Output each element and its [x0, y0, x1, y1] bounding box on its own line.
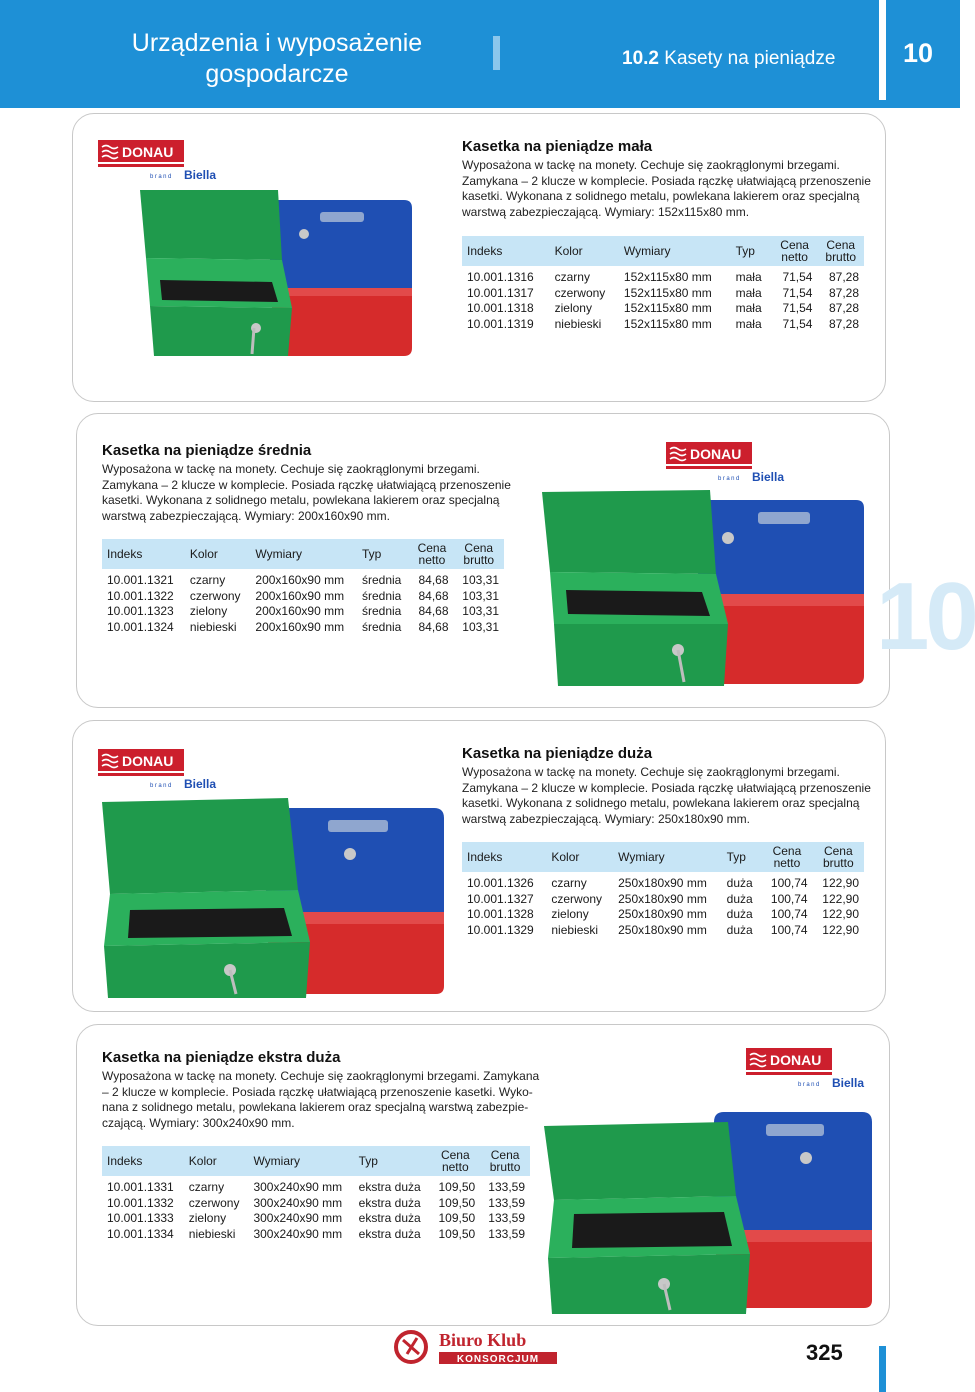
page-title: Urządzenia i wyposażenie gospodarcze	[131, 29, 423, 88]
header-line: Cena	[772, 844, 802, 858]
th-cena-brutto	[454, 539, 504, 569]
th-kolor: Kolor	[546, 842, 613, 872]
cell-kolor: czarny	[551, 876, 587, 890]
header-line: brutto	[825, 250, 857, 264]
th-indeks: Indeks	[102, 1146, 184, 1176]
brand-name: DONAU	[770, 1052, 822, 1068]
cell-brutto: 122,90	[822, 922, 859, 937]
cell-wymiary: 300x240x90 mm	[253, 1226, 343, 1241]
cash-boxes-small-image	[132, 188, 422, 366]
price-table	[462, 236, 864, 332]
cell-netto: 71,54	[782, 301, 813, 315]
table-row	[462, 286, 864, 302]
cell-wymiary: 250x180x90 mm	[618, 876, 707, 890]
cell-brutto: 103,31	[462, 588, 499, 603]
table-row	[462, 907, 864, 923]
table-row	[102, 1196, 530, 1212]
footer-logo-subtitle: KONSORCJUM	[456, 1354, 540, 1365]
cell-indeks: 10.001.1323	[107, 604, 174, 618]
cell-typ: ekstra duża	[358, 1180, 421, 1194]
cell-netto: 109,50	[438, 1211, 476, 1225]
cell-netto: 84,68	[418, 619, 449, 634]
cell-typ: mała	[735, 285, 762, 300]
cell-brutto: 133,59	[488, 1226, 525, 1241]
donau-brand-logo	[98, 745, 228, 795]
cash-boxes-medium-image	[532, 486, 868, 692]
th-indeks: Indeks	[462, 236, 550, 266]
cell-wymiary: 200x160x90 mm	[255, 619, 345, 634]
price-table	[102, 1146, 530, 1242]
header-line: netto	[773, 856, 801, 870]
section-title: Kasety na pieniądze	[664, 48, 836, 69]
cell-typ: duża	[726, 876, 753, 890]
cell-typ: ekstra duża	[358, 1195, 421, 1210]
cell-netto: 71,54	[782, 316, 813, 331]
green-box	[544, 1122, 750, 1314]
cell-kolor: czerwony	[189, 588, 241, 603]
brand-prefix: brand	[150, 783, 173, 789]
brand-prefix: brand	[150, 174, 173, 180]
cell-wymiary: 200x160x90 mm	[255, 604, 345, 618]
th-cena-netto	[410, 539, 453, 569]
product-title: Kasetka na pieniądze ekstra duża	[102, 1049, 341, 1066]
description-line: Wyposażona w tackę na monety. Cechuje się zaokrąglonymi brzegami.	[462, 765, 840, 779]
cell-brutto: 87,28	[828, 285, 859, 300]
footer-logo-title: Biuro Klub	[439, 1330, 527, 1350]
brand-prefix: brand	[798, 1082, 821, 1088]
cell-brutto: 87,28	[828, 270, 859, 284]
description-line: Wyposażona w tackę na monety. Cechuje się zaokrąglonymi brzegami. Zamykana	[102, 1069, 540, 1083]
description-line: kasetki. Wykonana z solidnego metalu, powlekana lakierem oraz specjalną	[462, 796, 860, 810]
donau-brand-logo	[746, 1044, 876, 1094]
cell-netto: 84,68	[418, 573, 449, 587]
header-line: Cena	[417, 541, 447, 555]
brand-name: DONAU	[122, 144, 174, 160]
section-number: 10.2	[622, 48, 659, 69]
product-description	[462, 158, 871, 220]
cell-netto: 100,74	[770, 907, 808, 921]
cell-kolor: zielony	[551, 907, 589, 921]
page-number: 325	[806, 1340, 843, 1365]
description-line: nana z solidnego metalu, powlekana lakierem oraz specjalną warstwą zabezpie-	[102, 1100, 529, 1114]
header-line: Cena	[464, 541, 494, 555]
footer-accent-bar	[879, 1346, 886, 1392]
product-title: Kasetka na pieniądze średnia	[102, 442, 312, 459]
cell-typ: ekstra duża	[358, 1226, 421, 1241]
table-row	[102, 604, 504, 620]
brand-sub-name: Biella	[184, 777, 217, 791]
table-row	[102, 1211, 530, 1227]
cell-brutto: 122,90	[822, 876, 859, 890]
cell-kolor: niebieski	[188, 1226, 236, 1241]
th-kolor: Kolor	[185, 539, 251, 569]
green-box	[140, 190, 292, 356]
price-table	[102, 539, 504, 635]
description-line: warstwą zabezpieczającą. Wymiary: 250x180x90 mm.	[462, 811, 751, 826]
description-line: Wyposażona w tackę na monety. Cechuje się zaokrąglonymi brzegami.	[102, 462, 480, 476]
th-cena-brutto	[480, 1146, 530, 1176]
th-indeks: Indeks	[102, 539, 185, 569]
header-line: Cena	[826, 238, 856, 252]
cell-indeks: 10.001.1319	[467, 316, 534, 331]
cell-wymiary: 300x240x90 mm	[253, 1195, 343, 1210]
cell-netto: 84,68	[418, 588, 449, 603]
table-row	[102, 1176, 530, 1196]
header-line: Cena	[780, 238, 809, 252]
cell-indeks: 10.001.1324	[107, 619, 174, 634]
brand-name: DONAU	[122, 753, 174, 769]
cell-netto: 71,54	[782, 285, 813, 300]
header-line: Cena	[490, 1148, 520, 1162]
cell-wymiary: 152x115x80 mm	[623, 285, 712, 300]
red-box	[272, 283, 412, 356]
cell-kolor: czarny	[189, 573, 226, 587]
cell-wymiary: 250x180x90 mm	[618, 891, 707, 906]
product-title: Kasetka na pieniądze mała	[462, 138, 653, 155]
table-row	[102, 1227, 530, 1243]
brand-sub-name: Biella	[832, 1076, 865, 1090]
donau-brand-logo	[666, 438, 796, 488]
brand-sub-name: Biella	[752, 470, 785, 484]
cell-kolor: zielony	[554, 301, 592, 315]
header-divider	[879, 0, 886, 100]
cell-kolor: czerwony	[554, 285, 606, 300]
product-description	[462, 765, 871, 827]
cell-netto: 100,74	[770, 891, 808, 906]
header-line: Cena	[440, 1148, 470, 1162]
cell-indeks: 10.001.1328	[467, 907, 534, 921]
cell-wymiary: 250x180x90 mm	[618, 907, 707, 921]
description-line: Zamykana – 2 klucze w komplecie. Posiada rączkę ułatwiającą przenoszenie	[102, 477, 511, 492]
description-line: czającą. Wymiary: 300x240x90 mm.	[102, 1115, 295, 1130]
th-kolor: Kolor	[184, 1146, 249, 1176]
th-wymiary: Wymiary	[250, 539, 357, 569]
table-row	[462, 266, 864, 286]
cash-boxes-large-image	[88, 790, 450, 1002]
product-title: Kasetka na pieniądze duża	[462, 745, 653, 762]
cell-indeks: 10.001.1317	[467, 285, 534, 300]
cell-netto: 109,50	[438, 1180, 476, 1194]
header-separator	[493, 36, 500, 70]
green-box	[542, 490, 728, 686]
cell-kolor: zielony	[188, 1211, 227, 1225]
cell-wymiary: 152x115x80 mm	[623, 270, 712, 284]
cell-typ: mała	[735, 301, 762, 315]
th-typ: Typ	[357, 539, 410, 569]
description-line: kasetki. Wykonana z solidnego metalu, powlekana lakierem oraz specjalną	[462, 189, 860, 203]
cell-netto: 100,74	[770, 876, 808, 890]
cash-boxes-extra-large-image	[540, 1096, 876, 1318]
cell-brutto: 87,28	[828, 301, 859, 315]
th-cena-netto	[761, 842, 812, 872]
table-row	[462, 317, 864, 333]
cell-typ: średnia	[362, 573, 402, 587]
header-line: brutto	[822, 856, 854, 870]
cell-netto: 84,68	[418, 604, 449, 618]
cell-indeks: 10.001.1329	[467, 922, 534, 937]
cell-indeks: 10.001.1316	[467, 270, 534, 284]
cell-typ: średnia	[362, 588, 402, 603]
th-wymiary: Wymiary	[619, 236, 731, 266]
table-row	[102, 589, 504, 605]
cell-brutto: 122,90	[822, 891, 859, 906]
cell-indeks: 10.001.1327	[467, 891, 534, 906]
cell-typ: średnia	[362, 619, 402, 634]
description-line: Zamykana – 2 klucze w komplecie. Posiada rączkę ułatwiającą przenoszenie	[462, 173, 871, 188]
cell-brutto: 133,59	[488, 1180, 525, 1194]
cell-kolor: niebieski	[554, 316, 602, 331]
description-line: Zamykana – 2 klucze w komplecie. Posiada rączkę ułatwiającą przenoszenie	[462, 780, 871, 795]
cell-brutto: 87,28	[828, 316, 859, 331]
cell-brutto: 103,31	[462, 604, 499, 618]
cell-indeks: 10.001.1318	[467, 301, 534, 315]
cell-typ: średnia	[362, 604, 402, 618]
description-line: kasetki. Wykonana z solidnego metalu, powlekana lakierem oraz specjalną	[102, 493, 500, 507]
blue-box	[698, 500, 864, 594]
th-cena-brutto	[813, 842, 864, 872]
brand-prefix: brand	[718, 476, 741, 482]
th-typ: Typ	[731, 236, 772, 266]
table-row	[102, 620, 504, 636]
description-line: warstwą zabezpieczającą. Wymiary: 200x160x90 mm.	[102, 508, 391, 523]
cell-wymiary: 300x240x90 mm	[253, 1211, 343, 1225]
cell-netto: 109,50	[438, 1195, 476, 1210]
price-table	[462, 842, 864, 938]
header-line: brutto	[463, 553, 495, 567]
cell-wymiary: 152x115x80 mm	[623, 301, 712, 315]
th-cena-netto	[772, 236, 818, 266]
donau-brand-logo	[98, 136, 228, 186]
th-indeks: Indeks	[462, 842, 546, 872]
cell-wymiary: 200x160x90 mm	[255, 573, 345, 587]
cell-wymiary: 200x160x90 mm	[255, 588, 345, 603]
cell-kolor: niebieski	[189, 619, 237, 634]
cell-kolor: czerwony	[188, 1195, 240, 1210]
cell-indeks: 10.001.1322	[107, 588, 174, 603]
header-line: brutto	[489, 1160, 521, 1174]
cell-indeks: 10.001.1332	[107, 1195, 174, 1210]
header-line: netto	[781, 250, 808, 264]
cell-brutto: 103,31	[462, 573, 499, 587]
cell-typ: duża	[726, 891, 753, 906]
cell-brutto: 133,59	[488, 1211, 525, 1225]
table-row	[462, 923, 864, 939]
cell-kolor: czerwony	[551, 891, 603, 906]
cell-netto: 109,50	[438, 1226, 476, 1241]
cell-wymiary: 300x240x90 mm	[253, 1180, 343, 1194]
cell-typ: duża	[726, 907, 753, 921]
product-description	[102, 1069, 539, 1131]
table-row	[462, 872, 864, 892]
th-cena-netto	[430, 1146, 480, 1176]
cell-kolor: czarny	[554, 270, 590, 284]
cell-kolor: zielony	[189, 604, 228, 618]
description-line: warstwą zabezpieczającą. Wymiary: 152x115x80 mm.	[462, 204, 750, 219]
cell-indeks: 10.001.1331	[107, 1180, 174, 1194]
cell-netto: 71,54	[782, 270, 813, 284]
brand-sub-name: Biella	[184, 168, 217, 182]
brand-name: DONAU	[690, 446, 742, 462]
cell-kolor: czarny	[188, 1180, 225, 1194]
cell-brutto: 122,90	[822, 907, 859, 921]
header-line: netto	[418, 553, 446, 567]
green-box	[102, 798, 310, 998]
cell-netto: 100,74	[770, 922, 808, 937]
th-kolor: Kolor	[550, 236, 619, 266]
cell-indeks: 10.001.1326	[467, 876, 534, 890]
table-row	[102, 569, 504, 589]
biuro-klub-logo	[393, 1326, 565, 1368]
cell-indeks: 10.001.1334	[107, 1226, 174, 1241]
description-line: – 2 klucze w komplecie. Posiada rączkę ułatwiającą przenoszenie kasetki. Wyko-	[102, 1084, 533, 1099]
table-row	[462, 301, 864, 317]
th-typ: Typ	[722, 842, 762, 872]
th-typ: Typ	[354, 1146, 431, 1176]
header-line: Cena	[823, 844, 853, 858]
chapter-number: 10	[902, 38, 934, 68]
cell-wymiary: 152x115x80 mm	[623, 316, 712, 331]
th-wymiary: Wymiary	[613, 842, 722, 872]
header-line: netto	[441, 1160, 469, 1174]
cell-indeks: 10.001.1321	[107, 573, 174, 587]
cell-kolor: niebieski	[551, 922, 599, 937]
cell-indeks: 10.001.1333	[107, 1211, 174, 1225]
cell-typ: ekstra duża	[358, 1211, 421, 1225]
cell-typ: mała	[735, 316, 762, 331]
th-wymiary: Wymiary	[248, 1146, 353, 1176]
cell-brutto: 133,59	[488, 1195, 525, 1210]
blue-box	[270, 200, 412, 288]
side-chapter-marker: 10	[876, 563, 975, 670]
cell-typ: duża	[726, 922, 753, 937]
product-description	[102, 462, 511, 524]
cell-wymiary: 250x180x90 mm	[618, 922, 707, 937]
description-line: Wyposażona w tackę na monety. Cechuje się zaokrąglonymi brzegami.	[462, 158, 840, 172]
cell-brutto: 103,31	[462, 619, 499, 634]
th-cena-brutto	[817, 236, 864, 266]
cell-typ: mała	[735, 270, 762, 284]
section-heading	[622, 48, 835, 70]
table-row	[462, 892, 864, 908]
